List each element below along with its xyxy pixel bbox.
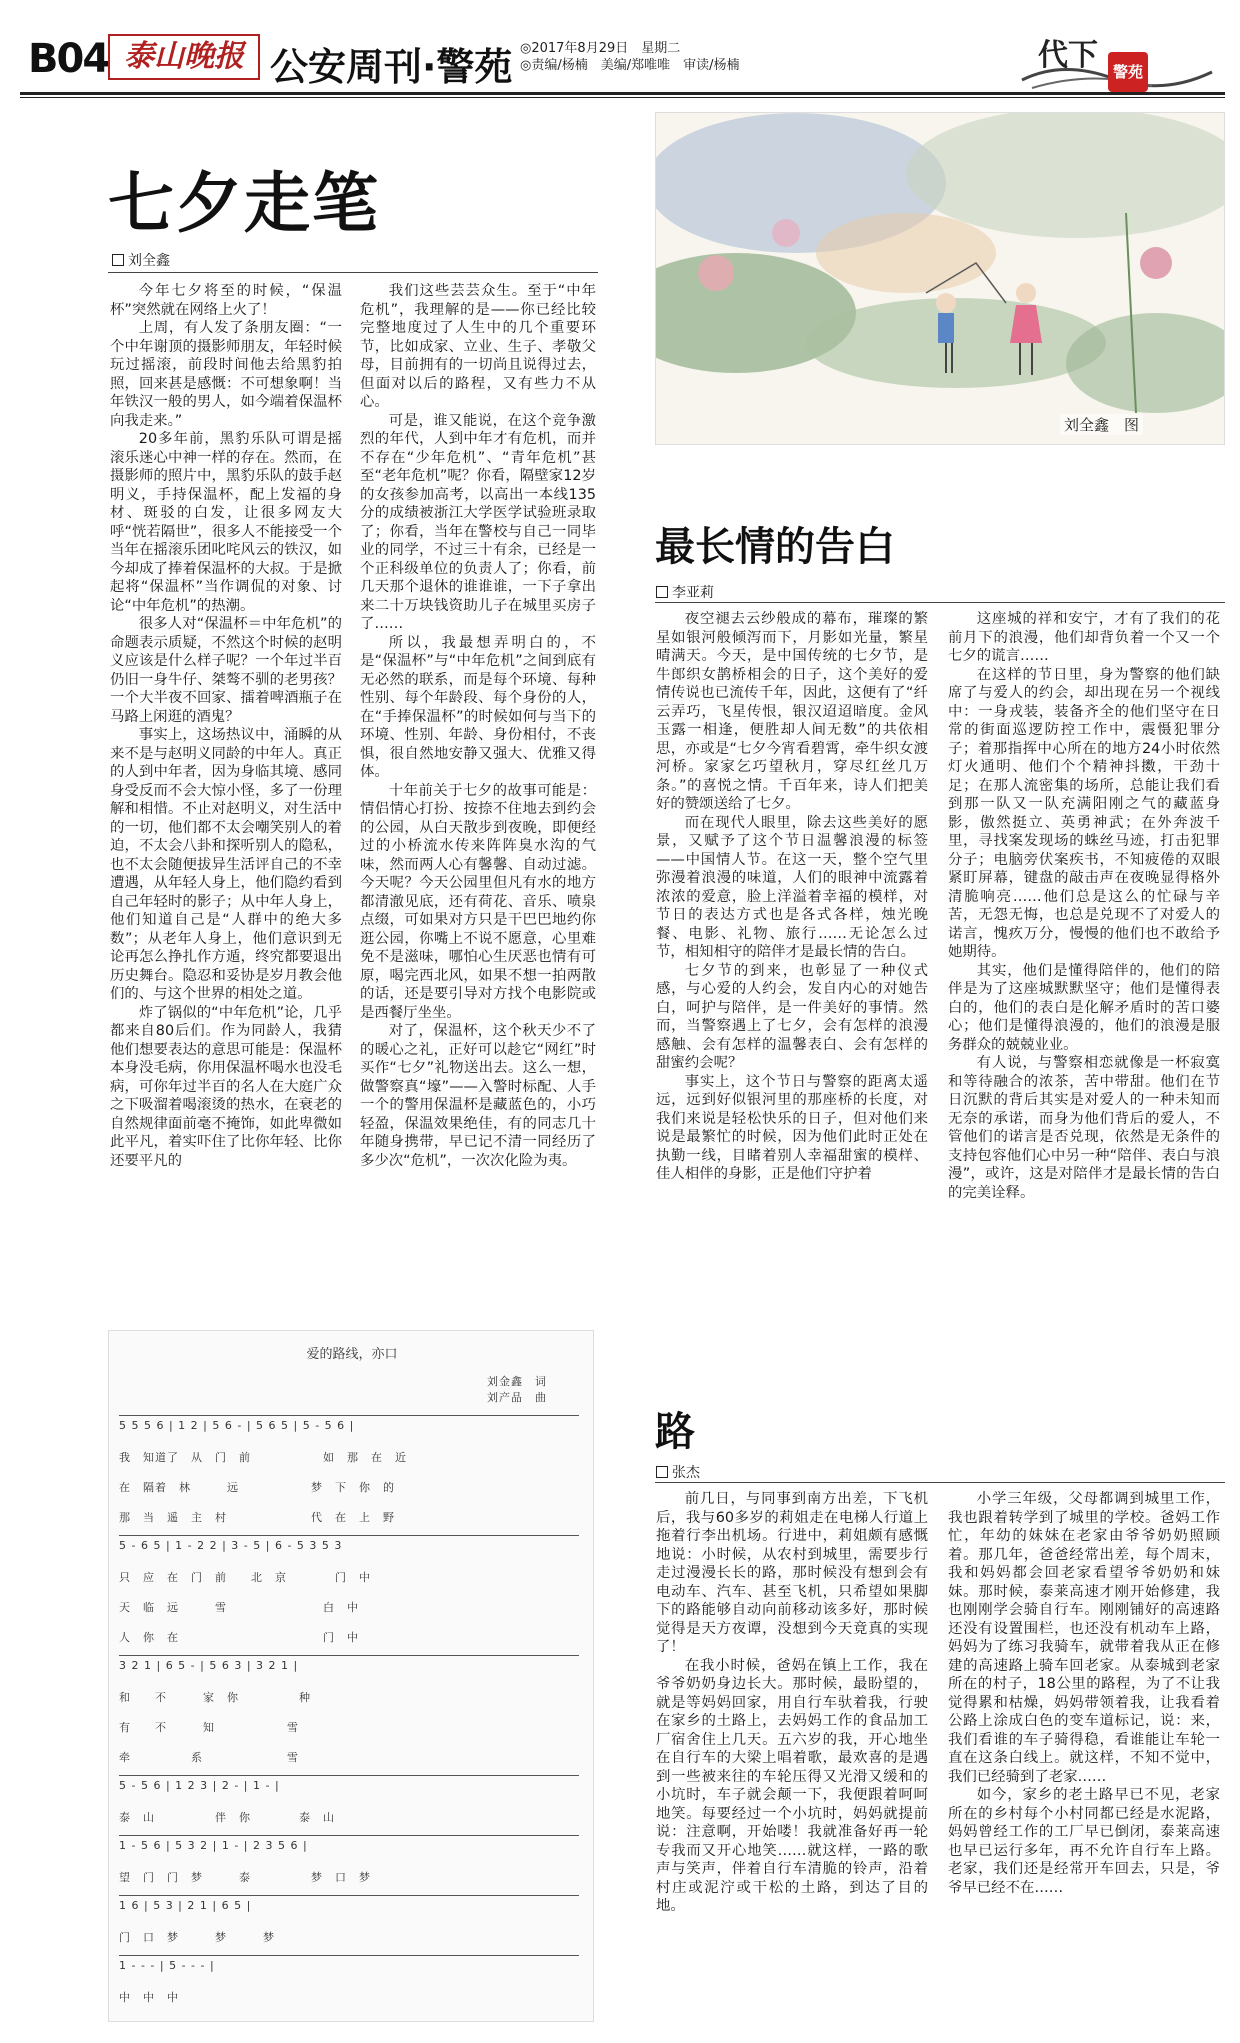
paragraph: 前几日，与同事到南方出差，下飞机后，我与60多岁的莉姐走在电梯人行道上拖着行李出机场。行进中，莉姐颇有感慨地说：小时候，从农村到城里，需要步行走过漫漫长长的路，那时候没有想到会有电动车、汽车、甚至飞机，只希望如果脚下的路能够自动向前移动该多好，那时候觉得是天方夜谭，没想到今天竟真的实现了！ <box>656 1491 928 1655</box>
paragraph: 如今，家乡的老土路早已不见，老家所在的乡村每个小村同都已经是水泥路，妈妈曾经工作的工厂早已倒闭，泰莱高速也早已运行多年，再不允许自行车上路。老家，我们还是经常开车回去，只是，爷爷早已经不在…… <box>948 1787 1220 1896</box>
article2-column-2 <box>948 610 1220 1300</box>
article1-column-1 <box>110 282 342 1292</box>
issue-meta <box>520 40 739 74</box>
paragraph: 这座城的祥和安宁，才有了我们的花前月下的浪漫，他们却背负着一个又一个七夕的谎言…… <box>948 611 1220 664</box>
paragraph: 事实上，这个节日与警察的距离太遥远，远到好似银河里的那座桥的长度，对我们来说是轻松快乐的日子，但对他们来说是最繁忙的时候，因为他们此时正处在执勤一线，目睹着别人幸福甜蜜的模样、佳人相伴的身影，正是他们守护着 <box>656 1073 928 1182</box>
paragraph: 今年七夕将至的时候，“保温杯”突然就在网络上火了！ <box>110 283 342 318</box>
music-row: 3 2 1 | 6 5 - | 5 6 3 | 3 2 1 | <box>119 1659 299 1672</box>
article1-title: 七夕走笔 <box>108 165 380 242</box>
music-row: 望 门 门 梦 泰 梦 口 梦 <box>119 1871 371 1884</box>
article1-column-2 <box>360 282 596 1292</box>
paragraph: 在我小时候，爸妈在镇上工作，我在爷爷奶奶身边长大。那时候，最盼望的，就是等妈妈回家，用自行车驮着我，行驶在家乡的土路上，去妈妈工作的食品加工厂宿舍住上几天。五六岁的我，开心地坐在自行车的大梁上唱着歌，最欢喜的是遇到一些被来往的车轮压得又光滑又缓和的小坑时，车子就会颠一下，我便跟着呵呵地笑。每要经过一个小坑时，妈妈就提前说：注意啊，开始喽！我就准备好再一轮专我而又开心地笑……就这样，一路的歌声与笑声，伴着自行车清脆的铃声，沿着村庄或泥泞或干松的土路，到达了目的地。 <box>656 1657 928 1914</box>
paragraph: 我们这些芸芸众生。至于“中年危机”，我理解的是——你已经比较完整地度过了人生中的几个重要环节，比如成家、立业、生子、孝敬父母，目前拥有的一切尚且说得过去，但面对以后的路程，又有些力不从心。 <box>360 283 596 410</box>
music-row: 牵 系 雪 <box>119 1751 299 1764</box>
article3-rule <box>655 1482 1225 1483</box>
music-composer: 刘产品 曲 <box>487 1391 547 1404</box>
header-rule <box>20 92 1225 95</box>
music-row: 我 知道了 从 门 前 如 那 在 近 <box>119 1451 407 1464</box>
paragraph: 在这样的节日里，身为警察的他们缺席了与爱人的约会，却出现在另一个视线中：一身戎装，装备齐全的他们坚守在日常的街面巡逻防控工作中，震慑犯罪分子；着那指挥中心所在的地方24小时依然灯火通明、他们个个精神抖擞，干劲十足；在那人流密集的场所，总能让我们看到那一队又一队充满阳刚之气的藏蓝身影，傲然挺立、英勇神武；在外奔波千里，寻找案发现场的蛛丝马迹，打击犯罪分子；电脑旁伏案疾书，不知疲倦的双眼紧盯屏幕，键盘的敲击声在夜晚显得格外清脆响亮……他们总是这么的忙碌与辛苦，无怨无悔，也总是兑现不了对爱人的诺言，愧疚万分，慢慢的他们也不敢给予她期待。 <box>948 666 1220 960</box>
music-row: 泰 山 伴 你 泰 山 <box>119 1811 335 1824</box>
paragraph: 夜空褪去云纱般成的幕布，璀璨的繁星如银河般倾泻而下，月影如光量，繁星晴满天。今天，是中国传统的七夕节，是牛郎织女鹊桥相会的日子，这个美好的爱情传说也已流传千年，因此，这便有了“纤云弄巧，飞星传恨，银汉迢迢暗度。金风玉露一相逢，便胜却人间无数”的共依相思，亦或是“七夕今宵看碧霄，牵牛织女渡河桥。家家乞巧望秋月，穿尽红丝几万条。”的喜悦之情。千百年来，诗人们把美好的赞颂送给了七夕。 <box>656 611 928 812</box>
music-row: 有 不 知 雪 <box>119 1721 299 1734</box>
paragraph: 十年前关于七夕的故事可能是：情侣情心打扮、按捺不住地去到约会的公园，从白天散步到夜晚，即便经过的小桥流水传来阵阵臭水沟的气味，然而两人心有馨馨、自动过滤。今天呢？今天公园里但凡有水的地方都清澈见底，还有荷花、音乐、喷泉点缀，可如果对方只是干巴巴地约你逛公园，你嘴上不说不愿意，心里难免不是滋味，哪怕心生厌恶也情有可原，喝完西北风，如果不想一拍两散的话，还是要引导对方找个电影院或是西餐厅坐坐。 <box>360 782 596 1021</box>
music-row: 中 中 中 <box>119 1991 179 2004</box>
article2-rule <box>655 602 1225 603</box>
paragraph: 20多年前，黑豹乐队可谓是摇滚乐迷心中神一样的存在。然而，在摄影师的照片中，黑豹乐队的鼓手赵明义，手持保温杯，配上发福的身材、斑驳的白发，让很多网友大呼“恍若隔世”，很多人不能接受一个当年在摇滚乐团叱咤风云的铁汉，如今却成了捧着保温杯的大叔。于是掀起将“保温杯”当作调侃的对象、讨论“中年危机”的热潮。 <box>110 431 342 614</box>
paragraph: 事实上，这场热议中，涌瞬的从来不是与赵明义同龄的中年人。真正的人到中年者，因为身临其境、感同身受反而不会大惊小怪，多了一份理解和相惜。不止对赵明义，对生活中的一切，他们都不太会嘲笑别人的着迫，不太会八卦和探听别人的隐私，也不太会随便拔异生活评自己的不幸遭遇，从年轻人身上，他们隐约看到自己年轻时的影子；从中年人身上，他们知道自己是“人群中的绝大多数”；从老年人身上，他们意识到无论再怎么挣扎作方遁，终究都要退出历史舞台。隐忍和妥协是岁月教会他们的、与这个世界的相处之道。 <box>110 727 342 1002</box>
newspaper-logo: 泰山晚报 <box>108 34 260 80</box>
paragraph: 炸了锅似的“中年危机”论，几乎都来自80后们。作为同龄人，我猜他们想要表达的意思可能是：保温杯本身没毛病，你用保温杯喝水也没毛病，可你年过半百的名人在大庭广众之下吸溜着喝滚烫的热水，在衰老的自然规律面前毫不掩饰，如此卑微如此平凡，着实吓住了比你年轻、比你还要平凡的 <box>110 1004 342 1169</box>
music-staff-line <box>119 1535 579 1536</box>
watercolor-scene-icon <box>656 113 1225 445</box>
music-row: 门 口 梦 梦 梦 <box>119 1931 275 1944</box>
music-row: 只 应 在 门 前 北 京 门 中 <box>119 1571 371 1584</box>
article3-column-2 <box>948 1490 1220 2030</box>
article3-column-1 <box>656 1490 928 2030</box>
header-rule-thin <box>20 97 1225 98</box>
music-staff-line <box>119 1955 579 1956</box>
paragraph: 有人说，与警察相恋就像是一杯寂寞和等待融合的浓茶，苦中带甜。他们在节日沉默的背后其实是对爱人的一种未知而无奈的承诺，而身为他们背后的爱人，不管他们的诺言是否兑现，依然是无条件的支持包容他们心中另一种“陪伴、表白与浪漫”，或许，这是对陪伴才是最长情的告白的完美诠释。 <box>948 1055 1220 1201</box>
music-row: 5 - 5 6 | 1 2 3 | 2 - | 1 - | <box>119 1779 280 1792</box>
paragraph: 其实，他们是懂得陪伴的，他们的陪伴是为了这座城默默坚守；他们是懂得表白的，他们的表白是化解矛盾时的苦口婆心；他们是懂得浪漫的，他们的浪漫是服务群众的兢兢业业。 <box>948 962 1220 1053</box>
editors-line: ◎责编/杨楠 美编/郑唯唯 审读/杨楠 <box>520 58 740 73</box>
page-number: B04 <box>28 36 109 82</box>
music-staff-line <box>119 1775 579 1776</box>
paragraph: 很多人对“保温杯＝中年危机”的命题表示质疑，不然这个时候的赵明义应该是什么样子呢？一个年过半百仍旧一身牛仔、桀骜不驯的老男孩？一个大半夜不回家、擂着啤酒瓶子在马路上闲逛的酒鬼？ <box>110 616 342 725</box>
music-staff-line <box>119 1835 579 1836</box>
article2-title: 最长情的告白 <box>655 524 895 570</box>
music-staff-line <box>119 1655 579 1656</box>
article2-byline: 李亚莉 <box>656 582 714 602</box>
music-row: 5 - 6 5 | 1 - 2 2 | 3 - 5 | 6 - 5 3 5 3 <box>119 1539 343 1552</box>
paragraph: 对了，保温杯，这个秋天少不了的暖心之礼，正好可以趁它“网红”时买作“七夕”礼物送出去。这么一想，做警察真“壕”——入警时标配、人手一个的警用保温杯是藏蓝色的，小巧轻盈，保温效果绝佳，有的同志几十年随身携带，早已记不清一同经历了多少次“危机”，一次次化险为夷。 <box>360 1023 596 1169</box>
article3-byline: 张杰 <box>656 1462 700 1482</box>
music-staff-line <box>119 1415 579 1416</box>
music-row: 天 临 远 雪 白 中 <box>119 1601 359 1614</box>
emblem-badge: 警苑 <box>1108 52 1148 92</box>
sheet-music-image <box>108 1330 594 2022</box>
music-row: 人 你 在 门 中 <box>119 1631 359 1644</box>
article2-column-1 <box>656 610 928 1300</box>
music-row: 和 不 家 你 种 <box>119 1691 311 1704</box>
music-title: 爱的路线，亦口 <box>306 1347 398 1362</box>
paragraph: 可是，谁又能说，在这个竞争激烈的年代，人到中年才有危机，而并不存在“少年危机”、“青年危机”甚至“老年危机”呢？你看，隔壁家12岁的女孩参加高考，以高出一本线135分的成绩被浙江大学医学试验班录取了；你看，当年在警校与自己一同毕业的同学，不过三十有余，已经是一个正科级单位的负责人了；你看，前几天那个退休的谁谁谁，一下子拿出来二十万块钱资助儿子在城里买房子了…… <box>360 412 596 632</box>
article1-rule <box>108 272 598 273</box>
music-lyricist: 刘金鑫 词 <box>487 1375 547 1388</box>
emblem-text: 代下 <box>1038 38 1098 73</box>
paragraph: 小学三年级，父母都调到城里工作，我也跟着转学到了城里的学校。爸妈工作忙，年幼的妹妹在老家由爷爷奶奶照顾着。那几年，爸爸经常出差，每个周末，我和妈妈都会回老家看望爷爷奶奶和妹妹。那时候，泰莱高速才刚开始修建，我也刚刚学会骑自行车。刚刚铺好的高速路还没有设置围栏，也还没有机动车上路，妈妈为了练习我骑车，就带着我从正在修建的高速路上骑车回老家。从泰城到老家所在的村子，18公里的路程，为了不让我觉得累和枯燥，妈妈带领着我，让我看着公路上涂成白色的变车道标记，说：来，我们看谁的车子骑得稳，看谁能让车轮一直在这条白线上。就这样，不知不觉中，我们已经骑到了老家…… <box>948 1491 1220 1785</box>
article1-byline: 刘全鑫 <box>112 250 170 270</box>
music-row: 5 5 5 6 | 1 2 | 5 6 - | 5 6 5 | 5 - 5 6 | <box>119 1419 355 1432</box>
paragraph: 所以，我最想弄明白的，不是“保温杯”与“中年危机”之间到底有无必然的联系，而是每个环境、每种性别、每个年龄段、每个身份的人，在“手捧保温杯”的时候如何与当下的环境、性别、年龄、身份相付，不丧惧，很自然地安静又强大、优雅又得体。 <box>360 634 596 780</box>
date-line: ◎2017年8月29日 星期二 <box>520 41 681 56</box>
music-row: 1 - 5 6 | 5 3 2 | 1 - | 2 3 5 6 | <box>119 1839 308 1852</box>
paragraph: 而在现代人眼里，除去这些美好的愿景，又赋予了这个节日温馨浪漫的标签——中国情人节。在这一天，整个空气里弥漫着浪漫的味道，人们的眼神中流露着浓浓的爱意，脸上洋溢着幸福的模样，对节日的表达方式也是各式各样，烛光晚餐、电影、礼物、旅行……无论怎么过节，相知相守的陪伴才是最长情的告白。 <box>656 814 928 960</box>
paragraph: 上周，有人发了条朋友圈：“一个中年谢顶的摄影师朋友，年轻时候玩过摇滚，前段时间他去给黑豹拍照，回来甚是感慨：不可想象啊！当年铁汉一般的男人，如今端着保温杯向我走来。” <box>110 320 342 429</box>
music-row: 1 6 | 5 3 | 2 1 | 6 5 | <box>119 1899 252 1912</box>
music-row: 那 当 遥 主 村 代 在 上 野 <box>119 1511 395 1524</box>
paragraph: 七夕节的到来，也彰显了一种仪式感，与心爱的人约会，发自内心的对她告白，呵护与陪伴，是一件美好的事情。然而，当警察遇上了七夕，会有怎样的浪漫感触、会有怎样的温馨表白、会有怎样的甜蜜约会呢？ <box>656 962 928 1071</box>
watercolor-illustration <box>655 112 1225 445</box>
illustration-credit: 刘全鑫 图 <box>1060 414 1143 435</box>
music-staff-line <box>119 1895 579 1896</box>
article3-title: 路 <box>655 1409 695 1455</box>
section-title: 公安周刊·警苑 <box>270 45 513 89</box>
music-row: 在 隔着 林 远 梦 下 你 的 <box>119 1481 395 1494</box>
music-row: 1 - - - | 5 - - - | <box>119 1959 215 1972</box>
